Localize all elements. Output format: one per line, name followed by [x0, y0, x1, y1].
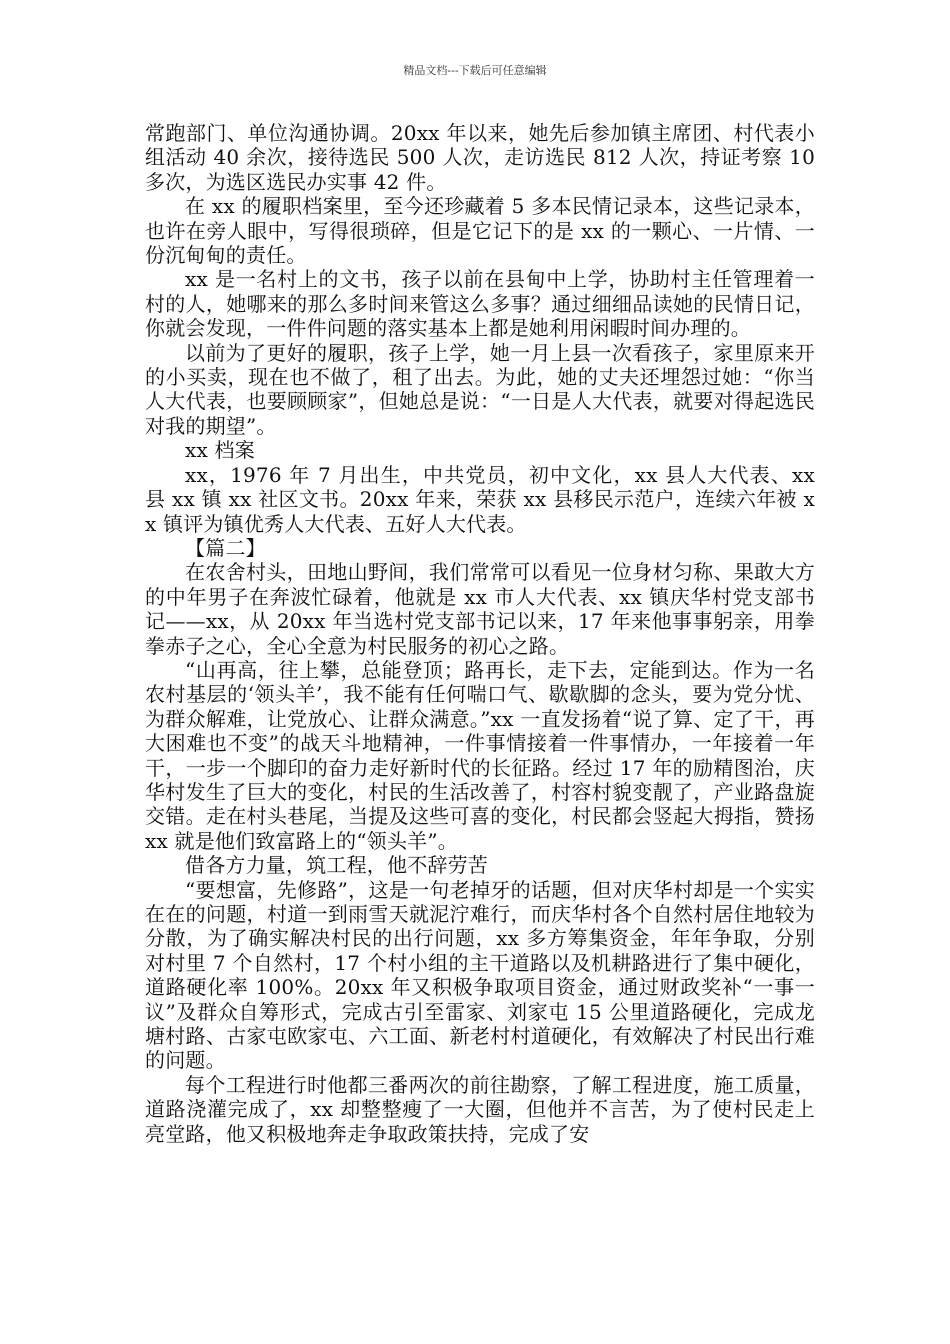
paragraph: 在农舍村头，田地山野间，我们常常可以看见一位身材匀称、果敢大方的中年男子在奔波忙碌着，他就是 xx 市人大代表、xx 镇庆华村党支部书记——xx，从 20xx 年当选村党支部书记以来，17 年来他事事躬亲，用拳拳赤子之心，全心全意为村民服务的初心之路。	[145, 560, 815, 658]
paragraph: 以前为了更好的履职，孩子上学，她一月上县一次看孩子，家里原来开的小买卖，现在也不做了，租了出去。为此，她的丈夫还埋怨过她：“你当人大代表，也要顾顾家”，但她总是说：“一日是人大代表，就要对得起选民对我的期望”。	[145, 340, 815, 438]
paragraph: xx 是一名村上的文书，孩子以前在县甸中上学，协助村主任管理着一村的人，她哪来的那么多时间来管这么多事？通过细细品读她的民情日记，你就会发现，一件件问题的落实基本上都是她利用闲暇时间办理的。	[145, 267, 815, 341]
paragraph: xx，1976 年 7 月出生，中共党员，初中文化，xx 县人大代表、xx 县 xx 镇 xx 社区文书。20xx 年来，荣获 xx 县移民示范户，连续六年被 xx 镇评为镇优秀人大代表、五好人大代表。	[145, 462, 815, 536]
paragraph: 每个工程进行时他都三番两次的前往勘察，了解工程进度，施工质量，道路浇灌完成了，xx 却整整瘦了一大圈，但他并不言苦，为了使村民走上亮堂路，他又积极地奔走争取政策扶持，完成了安	[145, 1072, 815, 1146]
paragraph: “要想富，先修路”，这是一句老掉牙的话题，但对庆华村却是一个实实在在的问题，村道一到雨雪天就泥泞难行，而庆华村各个自然村居住地较为分散，为了确实解决村民的出行问题，xx 多方筹集资金，年年争取，分别对村里 7 个自然村，17 个村小组的主干道路以及机耕路进行了集中硬化，道路硬化率 100%。20xx 年又积极争取项目资金，通过财政奖补“一事一议”及群众自筹形式，完成古引至雷家、刘家屯 15 公里道路硬化，完成龙塘村路、古家屯欧家屯、六工面、新老村村道硬化，有效解决了村民出行难的问题。	[145, 877, 815, 1073]
section-heading: 【篇二】	[185, 535, 266, 560]
paragraph: 在 xx 的履职档案里，至今还珍藏着 5 多本民情记录本，这些记录本，也许在旁人眼中，写得很琐碎，但是它记下的是 xx 的一颗心、一片情、一份沉甸甸的责任。	[145, 194, 815, 268]
subheading: 借各方力量，筑工程，他不辞劳苦	[185, 853, 488, 878]
document-body	[145, 121, 815, 1146]
paragraph: 常跑部门、单位沟通协调。20xx 年以来，她先后参加镇主席团、村代表小组活动 40 余次，接待选民 500 人次，走访选民 812 人次，持证考察 10 多次，为选区选民办实事 42 件。	[145, 121, 815, 194]
profile-heading: xx 档案	[185, 438, 255, 463]
paragraph: “山再高，往上攀，总能登顶；路再长，走下去，定能到达。作为一名农村基层的‘领头羊’，我不能有任何喘口气、歇歇脚的念头，要为党分忧、为群众解难，让党放心、让群众满意。”xx 一直发扬着“说了算、定了干，再大困难也不变”的战天斗地精神，一件事情接着一件事情办，一年接着一年干，一步一个脚印的奋力走好新时代的长征路。经过 17 年的励精图治，庆华村发生了巨大的变化，村民的生活改善了，村容村貌变靓了，产业路盘旋交错。走在村头巷尾，当提及这些可喜的变化，村民都会竖起大拇指，赞扬 xx 就是他们致富路上的“领头羊”。	[145, 657, 815, 853]
page-header: 精品文档---下载后可任意编辑	[403, 64, 547, 77]
